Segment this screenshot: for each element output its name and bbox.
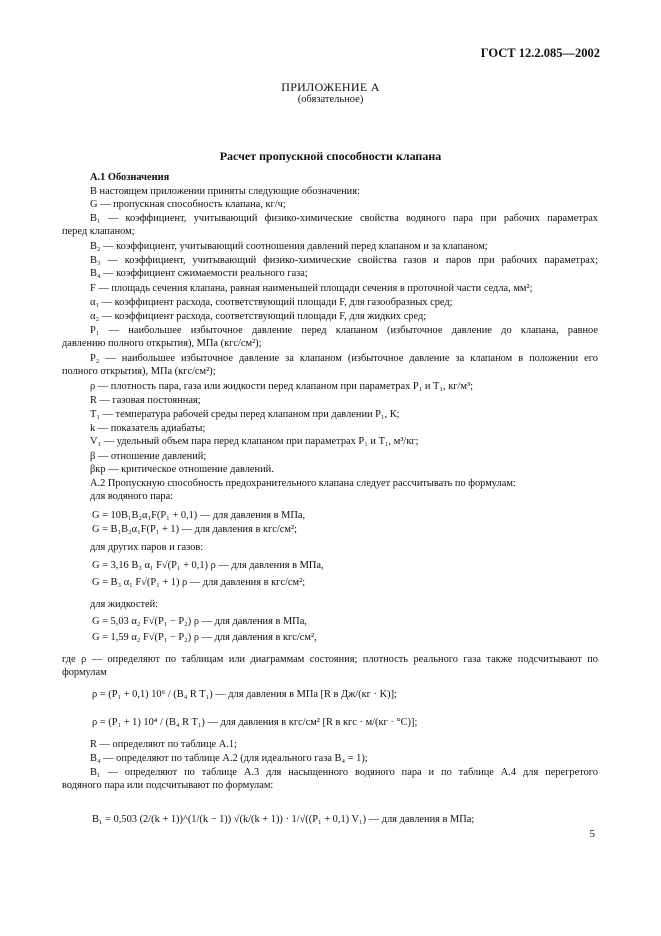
text-line: P₂ — наибольшее избыточное давление за клапаном (избыточное давление за клапаном в положении его [90, 353, 598, 364]
text-line: B₄ — коэффициент сжимаемости реального газа; [90, 268, 308, 279]
formula: ρ = (P₁ + 0,1) 10⁶ / (B₄ R T₁) — для давления в МПа [R в Дж/(кг · K)]; [92, 689, 397, 700]
formula: B₁ = 0,503 (2/(k + 1))^(1/(k − 1)) √(k/(k + 1)) · 1/√((P₁ + 0,1) V₁) — для давления в МПа; [92, 814, 475, 825]
formula: G = B₁B₂α₁F(P₁ + 1) — для давления в кгс/см²; [92, 524, 297, 535]
text-line: полного открытия), МПа (кгс/см²); [62, 366, 216, 377]
text-line: B₂ — коэффициент, учитывающий соотношения давлений перед клапаном и за клапаном; [90, 241, 488, 252]
text-line: B₁ — определяют по таблице А.3 для насыщенного водяного пара и по таблице А.4 для перегретого [90, 767, 598, 778]
formula: G = 3,16 B₃ α₁ F√(P₁ + 0,1) ρ — для давления в МПа, [92, 560, 324, 571]
formula: G = B₃ α₁ F√(P₁ + 1) ρ — для давления в кгс/см²; [92, 577, 306, 588]
text-line: βкр — критическое отношение давлений. [90, 464, 274, 475]
text-line: T₁ — температура рабочей среды перед клапаном при давлении P₁, К; [90, 409, 400, 420]
text-line: B₁ — коэффициент, учитывающий физико-химические свойства водяного пара при рабочих параметрах [90, 213, 598, 224]
text-line: А.2 Пропускную способность предохранительного клапана следует рассчитывать по формулам: [90, 478, 516, 489]
text-line: F — площадь сечения клапана, равная наименьшей площади сечения в проточной части седла, мм²; [90, 283, 533, 294]
document-title: Расчет пропускной способности клапана [219, 149, 442, 163]
text-line: B₃ — коэффициент, учитывающий физико-химические свойства газов и паров при рабочих параметрах; [90, 255, 598, 266]
text-line: B₄ — определяют по таблице А.2 (для идеального газа B₄ = 1); [90, 753, 368, 764]
appendix-subtitle: (обязательное) [297, 94, 364, 105]
text-line: G — пропускная способность клапана, кг/ч; [90, 199, 286, 210]
text-line: где ρ — определяют по таблицам или диаграммам состояния; плотность реального газа также подсчитывают по [62, 654, 598, 665]
text-line: V₁ — удельный объем пара перед клапаном при параметрах P₁ и T₁, м³/кг; [90, 436, 419, 447]
text-line: R — газовая постоянная; [90, 395, 201, 406]
text-line: для других паров и газов: [90, 542, 204, 553]
text-line: давлению полного открытия), МПа (кгс/см²); [62, 338, 262, 349]
formula: G = 5,03 α₂ F√(P₁ − P₂) ρ — для давления в МПа, [92, 616, 307, 627]
section-heading: А.1 Обозначения [90, 172, 170, 183]
text-line: k — показатель адиабаты; [90, 423, 206, 434]
formula: ρ = (P₁ + 1) 10⁴ / (B₄ R T₁) — для давления в кгс/см² [R в кгс · м/(кг · °C)]; [92, 717, 418, 728]
page-number: 5 [589, 828, 595, 840]
text-line: α₁ — коэффициент расхода, соответствующий площади F, для газообразных сред; [90, 297, 453, 308]
text-line: для водяного пара: [90, 491, 174, 502]
text-line: α₂ — коэффициент расхода, соответствующий площади F, для жидких сред; [90, 311, 427, 322]
formula: G = 1,59 α₂ F√(P₁ − P₂) ρ — для давления в кгс/см², [92, 632, 317, 643]
text-line: ρ — плотность пара, газа или жидкости перед клапаном при параметрах P₁ и T₁, кг/м³; [90, 381, 473, 392]
text-line: для жидкостей: [90, 599, 159, 610]
document-code: ГОСТ 12.2.085—2002 [480, 46, 600, 60]
appendix-title: ПРИЛОЖЕНИЕ А [281, 80, 380, 94]
text-line: P₁ — наибольшее избыточное давление перед клапаном (избыточное давление до клапана, равное [90, 325, 598, 336]
text-line: R — определяют по таблице А.1; [90, 739, 237, 750]
text-line: β — отношение давлений; [90, 451, 207, 462]
text-line: перед клапаном; [62, 226, 135, 237]
text-line: водяного пара или подсчитывают по формулам: [62, 780, 274, 791]
text-line: В настоящем приложении приняты следующие обозначения: [90, 186, 360, 197]
formula: G = 10B₁B₂α₁F(P₁ + 0,1) — для давления в МПа, [92, 510, 306, 521]
text-line: формулам [62, 667, 107, 678]
